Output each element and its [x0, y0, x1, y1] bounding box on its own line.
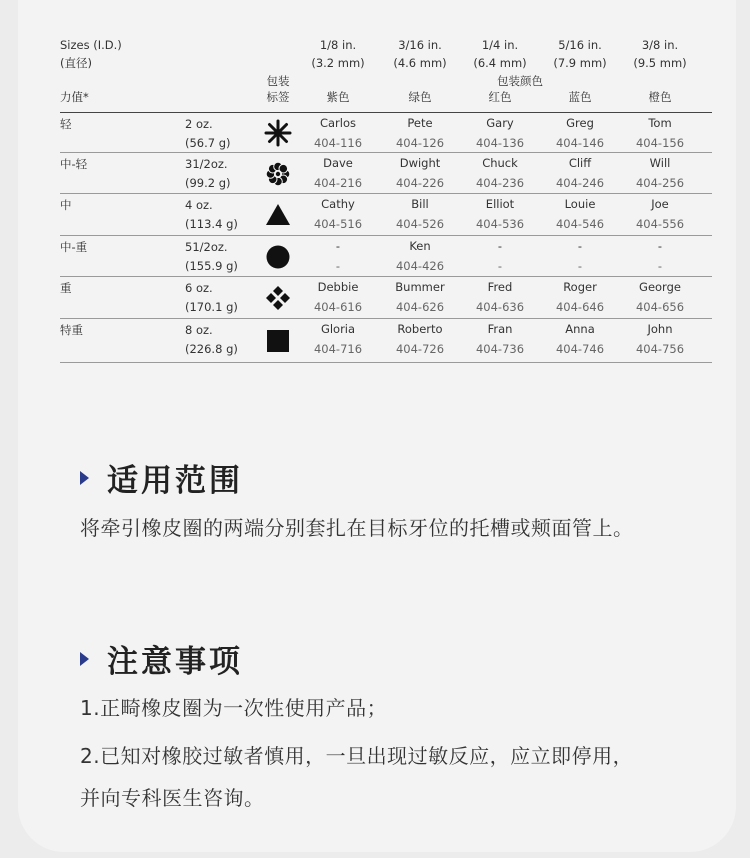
- column-header-color: 紫色: [326, 90, 350, 104]
- force-oz: 31/2oz.: [185, 157, 228, 171]
- elastic-name: Joe: [651, 197, 669, 211]
- elastic-name: Will: [649, 156, 671, 170]
- size-force-table: [60, 30, 712, 370]
- scope-title-text: 适用范围: [107, 463, 243, 499]
- product-code: 404-256: [635, 176, 685, 190]
- column-header-mm: (7.9 mm): [553, 56, 607, 70]
- column-header-mm: (9.5 mm): [633, 56, 687, 70]
- row-divider: [60, 362, 712, 363]
- force-oz: 2 oz.: [185, 117, 213, 131]
- elastic-name: Ken: [409, 239, 431, 253]
- column-header-color: 橙色: [648, 90, 672, 104]
- elastic-name: Bummer: [395, 280, 445, 294]
- elastic-name: -: [577, 239, 583, 253]
- elastic-name: Cathy: [321, 197, 355, 211]
- force-oz: 51/2oz.: [185, 240, 228, 254]
- notes-line-3: 并向专科医生咨询。: [80, 786, 265, 810]
- row-divider: [60, 193, 712, 194]
- product-code: 404-426: [395, 259, 445, 273]
- row-divider: [60, 235, 712, 236]
- elastic-name: Elliot: [485, 197, 515, 211]
- product-code: 404-516: [313, 217, 363, 231]
- force-grams: (113.4 g): [185, 217, 238, 231]
- notes-section-title: [80, 636, 243, 681]
- elastic-name: Dave: [323, 156, 353, 170]
- elastic-name: Anna: [565, 322, 595, 336]
- elastic-name: Chuck: [482, 156, 518, 170]
- header-sizes: Sizes (I.D.): [60, 38, 122, 52]
- notes-line-2: 2.已知对橡胶过敏者慎用，一旦出现过敏反应，应立即停用，: [80, 744, 634, 768]
- product-code: 404-226: [395, 176, 445, 190]
- triangle-bullet-icon: [80, 652, 89, 666]
- elastic-name: Dwight: [399, 156, 441, 170]
- force-grams: (226.8 g): [185, 342, 238, 356]
- force-label: 特重: [60, 323, 83, 337]
- row-divider: [60, 112, 712, 113]
- elastic-name: Louie: [564, 197, 596, 211]
- notes-line-1: 1.正畸橡皮圈为一次性使用产品；: [80, 696, 388, 720]
- product-code: 404-736: [475, 342, 525, 356]
- elastic-name: -: [657, 239, 663, 253]
- product-code: 404-536: [475, 217, 525, 231]
- product-code: 404-756: [635, 342, 685, 356]
- content-card: [18, 0, 736, 852]
- scope-text: 将牵引橡皮圈的两端分别套扎在目标牙位的托槽或颊面管上。: [80, 516, 634, 540]
- elastic-name: -: [335, 239, 341, 253]
- header-sizes-cn: (直径): [60, 56, 92, 70]
- header-force: 力值*: [60, 90, 89, 104]
- flower-icon: [264, 160, 292, 188]
- product-code: 404-156: [635, 136, 685, 150]
- force-oz: 4 oz.: [185, 198, 213, 212]
- elastic-name: -: [497, 239, 503, 253]
- column-header-mm: (3.2 mm): [311, 56, 365, 70]
- header-pkg-label-2: 标签: [266, 90, 290, 104]
- elastic-name: Roger: [563, 280, 597, 294]
- header-pkg-color: 包装颜色: [497, 74, 543, 88]
- product-code: 404-526: [395, 217, 445, 231]
- star-icon: [264, 119, 292, 147]
- product-code: 404-216: [313, 176, 363, 190]
- elastic-name: Tom: [648, 116, 672, 130]
- product-code: 404-236: [475, 176, 525, 190]
- column-header-inch: 1/8 in.: [319, 38, 357, 52]
- product-code: 404-726: [395, 342, 445, 356]
- column-header-inch: 1/4 in.: [481, 38, 519, 52]
- elastic-name: Fran: [487, 322, 513, 336]
- column-header-inch: 3/16 in.: [398, 38, 442, 52]
- product-code: 404-746: [555, 342, 605, 356]
- elastic-name: Gloria: [320, 322, 356, 336]
- elastic-name: John: [647, 322, 673, 336]
- row-divider: [60, 276, 712, 277]
- column-header-color: 红色: [488, 90, 512, 104]
- product-code: 404-116: [313, 136, 363, 150]
- diamond-cluster-icon: [264, 284, 292, 312]
- force-oz: 6 oz.: [185, 281, 213, 295]
- column-header-mm: (6.4 mm): [473, 56, 527, 70]
- elastic-name: Fred: [487, 280, 513, 294]
- product-code: 404-246: [555, 176, 605, 190]
- elastic-name: Roberto: [397, 322, 443, 336]
- product-code: 404-626: [395, 300, 445, 314]
- force-label: 中: [60, 198, 72, 212]
- product-code: 404-646: [555, 300, 605, 314]
- circle-icon: [264, 243, 292, 271]
- row-divider: [60, 152, 712, 153]
- product-code: 404-616: [313, 300, 363, 314]
- elastic-name: Cliff: [568, 156, 592, 170]
- product-code: 404-136: [475, 136, 525, 150]
- elastic-name: Pete: [407, 116, 433, 130]
- elastic-name: Bill: [411, 197, 429, 211]
- product-code: 404-636: [475, 300, 525, 314]
- force-label: 中-轻: [60, 157, 88, 171]
- square-icon: [264, 327, 292, 355]
- force-grams: (99.2 g): [185, 176, 231, 190]
- column-header-mm: (4.6 mm): [393, 56, 447, 70]
- force-label: 中-重: [60, 240, 88, 254]
- force-oz: 8 oz.: [185, 323, 213, 337]
- scope-section-title: [80, 455, 243, 500]
- product-code: -: [497, 259, 503, 273]
- product-code: -: [335, 259, 341, 273]
- elastic-name: Carlos: [319, 116, 357, 130]
- force-label: 轻: [60, 117, 72, 131]
- product-code: 404-656: [635, 300, 685, 314]
- product-code: 404-126: [395, 136, 445, 150]
- product-code: 404-146: [555, 136, 605, 150]
- row-divider: [60, 318, 712, 319]
- triangle-bullet-icon: [80, 471, 89, 485]
- product-code: 404-716: [313, 342, 363, 356]
- elastic-name: Debbie: [317, 280, 359, 294]
- elastic-name: George: [639, 280, 681, 294]
- elastic-name: Gary: [486, 116, 514, 130]
- column-header-inch: 3/8 in.: [641, 38, 679, 52]
- product-code: -: [657, 259, 663, 273]
- product-code: 404-546: [555, 217, 605, 231]
- product-code: -: [577, 259, 583, 273]
- column-header-inch: 5/16 in.: [558, 38, 602, 52]
- force-grams: (56.7 g): [185, 136, 231, 150]
- elastic-name: Greg: [566, 116, 594, 130]
- triangle-icon: [264, 201, 292, 229]
- notes-title-text: 注意事项: [107, 644, 243, 680]
- force-grams: (170.1 g): [185, 300, 238, 314]
- column-header-color: 绿色: [408, 90, 432, 104]
- force-grams: (155.9 g): [185, 259, 238, 273]
- product-code: 404-556: [635, 217, 685, 231]
- force-label: 重: [60, 281, 72, 295]
- column-header-color: 蓝色: [568, 90, 592, 104]
- header-pkg-label-1: 包装: [266, 74, 290, 88]
